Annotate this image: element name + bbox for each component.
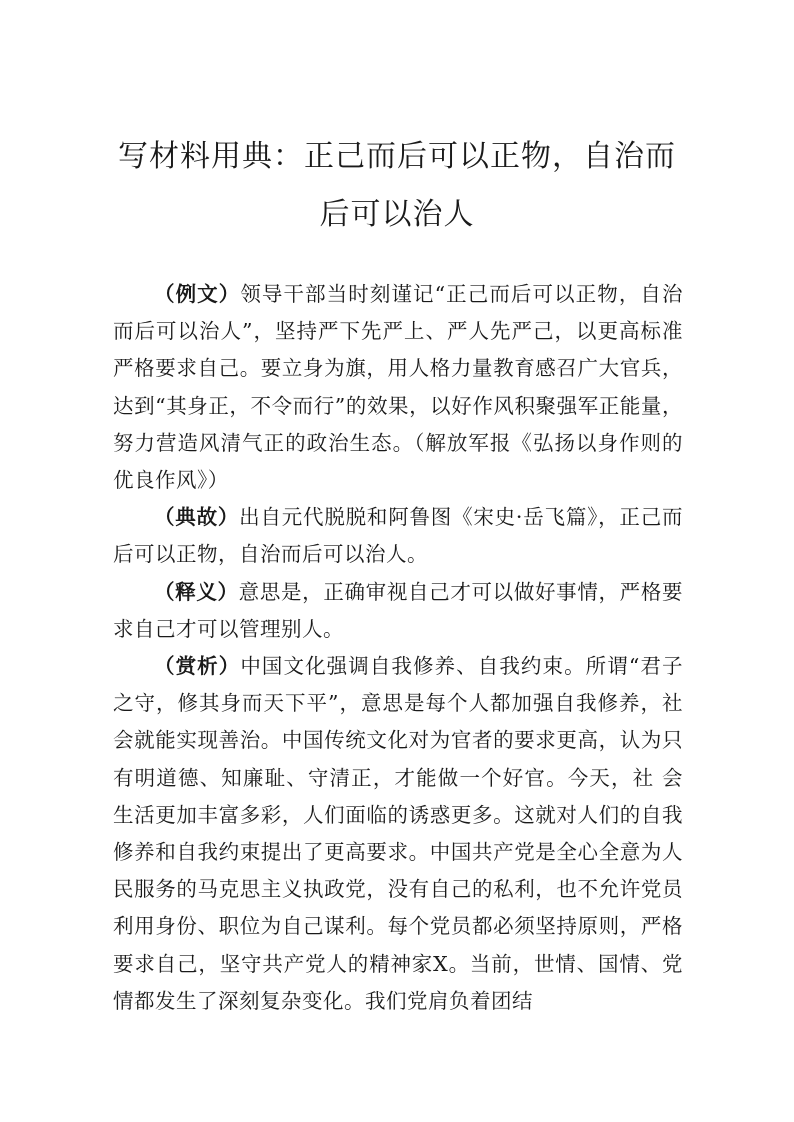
paragraph-allusion — [113, 499, 683, 573]
paragraph-example — [113, 276, 683, 499]
paragraph-meaning — [113, 574, 683, 648]
paragraph-appreciation — [113, 648, 683, 1020]
section-label: （释义） — [154, 579, 239, 604]
title-line-2: 后可以治人 — [319, 197, 475, 232]
section-text: 中国文化强调自我修养、自我约束。所谓“君子之守，修其身而天下平”，意思是每个人都加强自我修养，社会就能实现善治。中国传统文化对为官者的要求更高，认为只有明道德、知廉耻、守清正，才能做一个好官。今天，社 会生活更加丰富多彩，人们面临的诱惑更多。这就对人们的自我修养和自我约束提出了更高要求。中国共产党是全心全意为人民服务的马克思主义执政党，没有自己的私利，也不允许党员利用身份、职位为自己谋利。每个党员都必须坚持原则，严格要求自己，坚守共产党人的精神家X。当前，世情、国情、党情都发生了深刻复杂变化。我们党肩负着团结 — [113, 654, 684, 1013]
section-label: （赏析） — [154, 654, 241, 679]
section-text: 领导干部当时刻谨记“正己而后可以正物，自治而后可以治人”，坚持严下先严上、严人先严己，以更高标准严格要求自己。要立身为旗，用人格力量教育感召广大官兵， 达到“其身正，不令而行”的效果，以好作风积聚强军正能量， 努力营造风清气正的政治生态。（解放军报《弘扬以身作则的优良作风》） — [113, 282, 684, 493]
section-label: （例文） — [154, 282, 241, 306]
section-label: （典故） — [154, 505, 240, 530]
title-line-1: 写材料用典：正己而后可以正物，自治而 — [118, 139, 676, 174]
document-body — [113, 276, 683, 1020]
section-text: 出自元代脱脱和阿鲁图《宋史·岳飞篇》，正己而后可以正物，自治而后可以治人。 — [113, 505, 684, 567]
page-title — [100, 128, 694, 244]
section-text: 意思是，正确审视自己才可以做好事情，严格要求自己才可以管理别人。 — [113, 579, 684, 641]
